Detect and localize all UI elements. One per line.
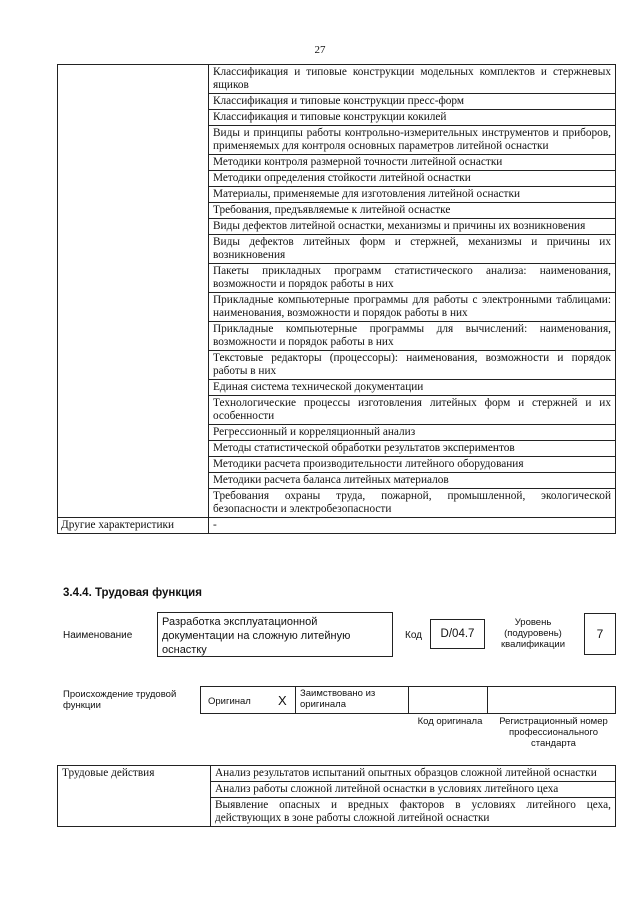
- name-label: Наименование: [63, 630, 133, 641]
- original-checkmark: X: [278, 693, 287, 708]
- origin-divider-2: [408, 686, 409, 714]
- knowledge-item: Классификация и типовые конструкции пресс-форм: [209, 94, 616, 110]
- origin-divider-3: [487, 686, 488, 714]
- table-row: [58, 766, 616, 782]
- knowledge-item: Прикладные компьютерные программы для вычислений: наименования, возможности и порядок работы в них: [209, 322, 616, 351]
- code-value: D/04.7: [440, 628, 475, 640]
- function-name-box: [157, 612, 393, 657]
- knowledge-item: Методики расчета баланса литейных материалов: [209, 473, 616, 489]
- reg-number-caption: Регистрационный номер профессионального стандарта: [499, 716, 608, 749]
- labor-actions-table: [57, 765, 616, 827]
- page-number: 27: [314, 44, 326, 56]
- left-cell: [58, 65, 209, 518]
- labor-actions-label: Трудовые действия: [58, 766, 211, 827]
- code-label: Код: [405, 630, 423, 641]
- level-value: 7: [596, 627, 604, 641]
- knowledge-item: Прикладные компьютерные программы для работы с электронными таблицами: наименования, возможности и порядок работы в них: [209, 293, 616, 322]
- knowledge-item: Виды и принципы работы контрольно-измерительных инструментов и приборов, применяемых для контроля основных параметров литейной оснастки: [209, 126, 616, 155]
- origin-label: Происхождение трудовой функции: [63, 689, 177, 711]
- original-label: Оригинал: [208, 696, 251, 707]
- level-box: [584, 613, 616, 655]
- knowledge-item: Методики расчета производительности литейного оборудования: [209, 457, 616, 473]
- knowledge-item: Единая система технической документации: [209, 380, 616, 396]
- knowledge-item: Классификация и типовые конструкции кокилей: [209, 110, 616, 126]
- knowledge-item: Методы статистической обработки результатов экспериментов: [209, 441, 616, 457]
- knowledge-item: Виды дефектов литейной оснастки, механизмы и причины их возникновения: [209, 219, 616, 235]
- knowledge-item: Требования охраны труда, пожарной, промышленной, экологической безопасности и электробезопасности: [209, 489, 616, 518]
- table-row: [58, 65, 616, 94]
- knowledge-item: Пакеты прикладных программ статистического анализа: наименования, возможности и порядок работы в них: [209, 264, 616, 293]
- knowledge-item: Методики контроля размерной точности литейной оснастки: [209, 155, 616, 171]
- knowledge-item: Текстовые редакторы (процессоры): наименования, возможности и порядок работы в них: [209, 351, 616, 380]
- knowledge-item: Требования, предъявляемые к литейной оснастке: [209, 203, 616, 219]
- knowledge-item: Классификация и типовые конструкции модельных комплектов и стержневых ящиков: [209, 65, 616, 94]
- code-box: [430, 619, 485, 649]
- table-row: [58, 518, 616, 534]
- knowledge-item: Материалы, применяемые для изготовления литейной оснастки: [209, 187, 616, 203]
- origin-divider-1: [295, 686, 296, 714]
- function-name-value: Разработка эксплуатационной документации на сложную литейную оснастку: [162, 616, 351, 656]
- level-label: Уровень (подуровень) квалификации: [500, 617, 566, 650]
- knowledge-item: Технологические процессы изготовления литейных форм и стержней и их особенности: [209, 396, 616, 425]
- labor-action-item: Анализ результатов испытаний опытных образцов сложной литейной оснастки: [211, 766, 616, 782]
- knowledge-table: [57, 64, 616, 534]
- code-original-caption: Код оригинала: [417, 716, 483, 727]
- knowledge-item: Виды дефектов литейных форм и стержней, механизмы и причины их возникновения: [209, 235, 616, 264]
- other-characteristics-label: Другие характеристики: [58, 518, 209, 534]
- other-characteristics-value: -: [209, 518, 616, 534]
- knowledge-item: Методики определения стойкости литейной оснастки: [209, 171, 616, 187]
- labor-action-item: Анализ работы сложной литейной оснастки в условиях литейного цеха: [211, 782, 616, 798]
- labor-action-item: Выявление опасных и вредных факторов в условиях литейного цеха, действующих в зоне работы сложной литейной оснастки: [211, 798, 616, 827]
- borrowed-label: Заимствовано из оригинала: [300, 688, 376, 710]
- knowledge-item: Регрессионный и корреляционный анализ: [209, 425, 616, 441]
- section-title: 3.4.4. Трудовая функция: [63, 587, 202, 599]
